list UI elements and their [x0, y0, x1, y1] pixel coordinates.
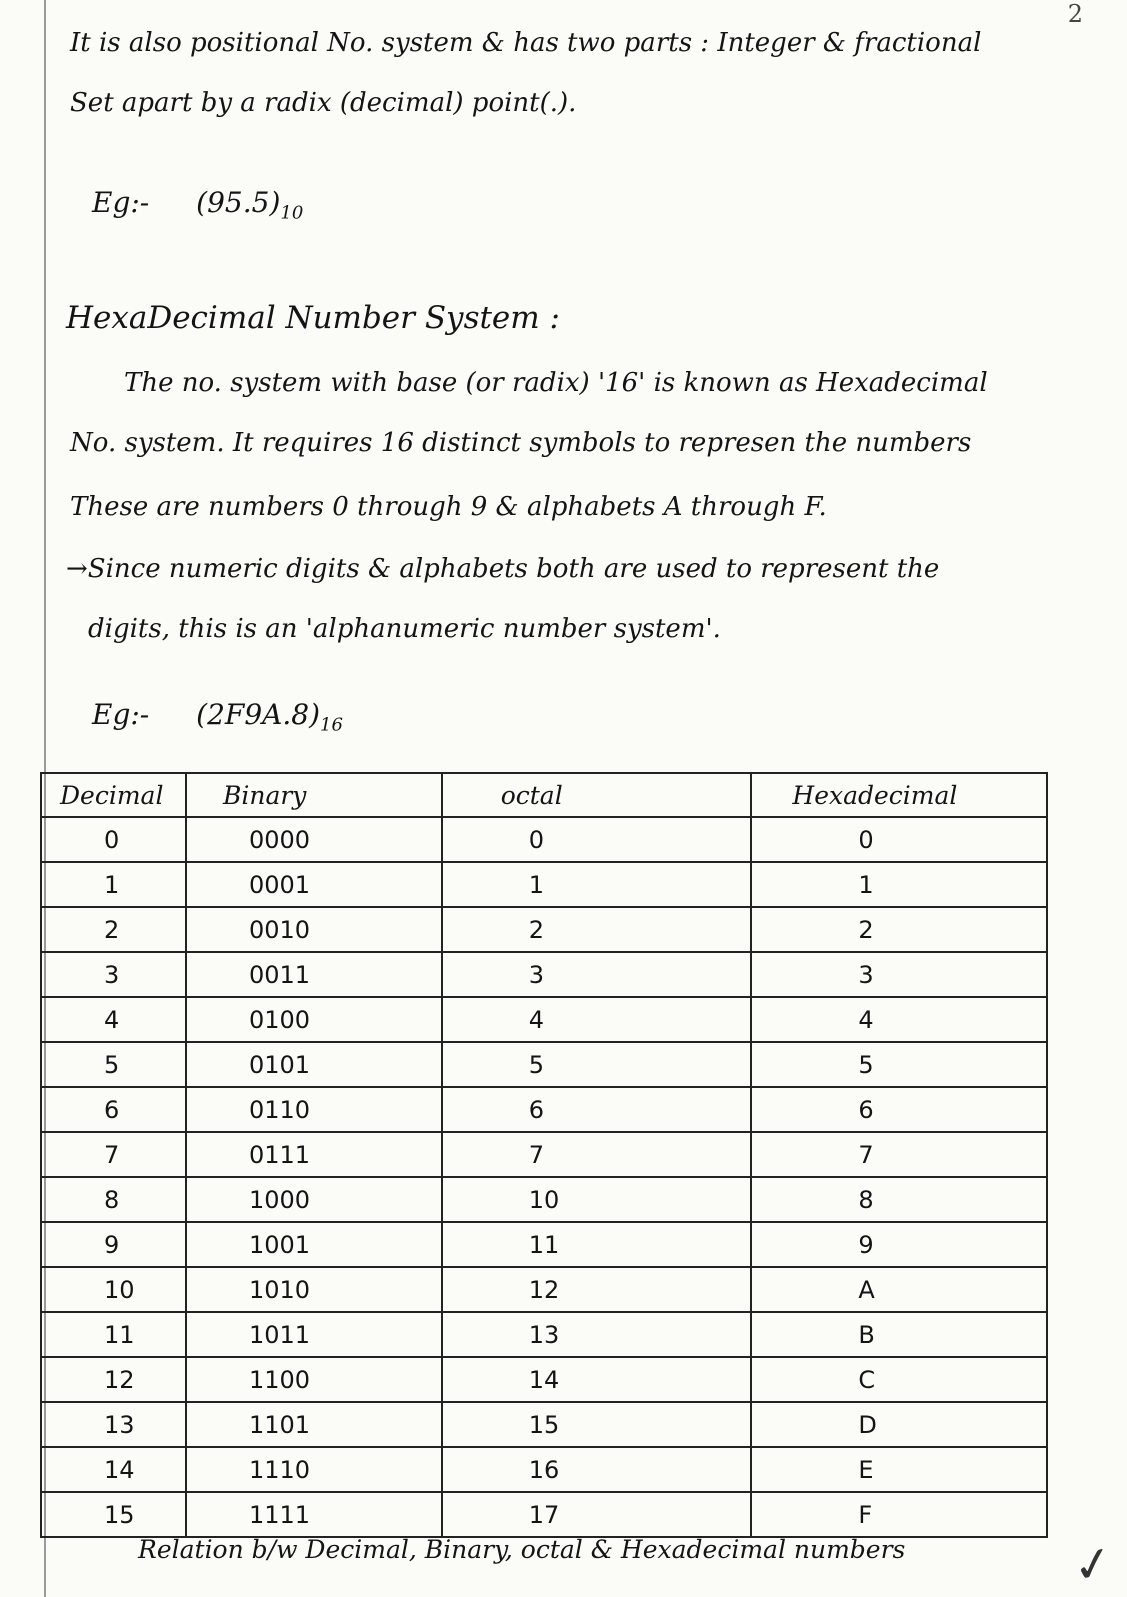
decimal-cell: 2	[41, 907, 186, 952]
table-row	[41, 1492, 1047, 1537]
table-header-row	[41, 773, 1047, 817]
hex-cell: 1	[751, 862, 1047, 907]
example-1-label: Eg:-	[92, 186, 150, 219]
decimal-cell: 6	[41, 1087, 186, 1132]
binary-cell: 0011	[186, 952, 442, 997]
binary-cell: 0110	[186, 1087, 442, 1132]
binary-cell: 1010	[186, 1267, 442, 1312]
binary-cell: 1111	[186, 1492, 442, 1537]
example-1-base: 10	[280, 202, 304, 224]
hex-cell: C	[751, 1357, 1047, 1402]
hex-para-line-2: No. system. It requires 16 distinct symbols to represen the numbers	[70, 428, 972, 458]
octal-cell: 14	[442, 1357, 752, 1402]
octal-cell: 7	[442, 1132, 752, 1177]
octal-cell: 6	[442, 1087, 752, 1132]
decimal-cell: 10	[41, 1267, 186, 1312]
decimal-cell: 12	[41, 1357, 186, 1402]
decimal-cell: 9	[41, 1222, 186, 1267]
decimal-cell: 3	[41, 952, 186, 997]
decimal-cell: 15	[41, 1492, 186, 1537]
hex-cell: 4	[751, 997, 1047, 1042]
table-row	[41, 952, 1047, 997]
table-row	[41, 1312, 1047, 1357]
decimal-cell: 5	[41, 1042, 186, 1087]
example-1	[92, 186, 303, 224]
hex-cell: A	[751, 1267, 1047, 1312]
decimal-cell: 11	[41, 1312, 186, 1357]
table-body	[41, 817, 1047, 1537]
octal-cell: 16	[442, 1447, 752, 1492]
intro-line-2: Set apart by a radix (decimal) point(.).	[70, 88, 577, 118]
example-2-label: Eg:-	[92, 698, 150, 731]
binary-cell: 1000	[186, 1177, 442, 1222]
octal-cell: 1	[442, 862, 752, 907]
decimal-cell: 8	[41, 1177, 186, 1222]
octal-cell: 4	[442, 997, 752, 1042]
binary-cell: 0111	[186, 1132, 442, 1177]
binary-cell: 1110	[186, 1447, 442, 1492]
hex-cell: 3	[751, 952, 1047, 997]
table-row	[41, 1132, 1047, 1177]
example-2-value: (2F9A.8)	[196, 698, 321, 731]
hex-cell: 2	[751, 907, 1047, 952]
page-number: 2	[1067, 0, 1083, 28]
hex-cell: 8	[751, 1177, 1047, 1222]
example-2-base: 16	[320, 714, 343, 736]
binary-cell: 0010	[186, 907, 442, 952]
binary-cell: 1001	[186, 1222, 442, 1267]
example-2	[92, 698, 343, 736]
header-octal: octal	[442, 773, 752, 817]
table-row	[41, 1267, 1047, 1312]
decimal-cell: 13	[41, 1402, 186, 1447]
binary-cell: 0100	[186, 997, 442, 1042]
hex-cell: 0	[751, 817, 1047, 862]
table-row	[41, 1177, 1047, 1222]
header-binary: Binary	[186, 773, 442, 817]
hex-cell: 7	[751, 1132, 1047, 1177]
hex-cell: 6	[751, 1087, 1047, 1132]
hex-cell: F	[751, 1492, 1047, 1537]
decimal-cell: 14	[41, 1447, 186, 1492]
table-row	[41, 1087, 1047, 1132]
hex-para-line-3: These are numbers 0 through 9 & alphabets A through F.	[70, 492, 827, 522]
binary-cell: 1101	[186, 1402, 442, 1447]
binary-cell: 1011	[186, 1312, 442, 1357]
decimal-cell: 7	[41, 1132, 186, 1177]
octal-cell: 2	[442, 907, 752, 952]
table-row	[41, 907, 1047, 952]
example-1-value: (95.5)	[196, 186, 281, 219]
hex-para-line-5: digits, this is an 'alphanumeric number system'.	[88, 614, 721, 644]
table-row	[41, 1447, 1047, 1492]
binary-cell: 0000	[186, 817, 442, 862]
intro-line-1: It is also positional No. system & has two parts : Integer & fractional	[70, 28, 982, 58]
binary-cell: 1100	[186, 1357, 442, 1402]
decimal-cell: 1	[41, 862, 186, 907]
octal-cell: 10	[442, 1177, 752, 1222]
check-mark-icon: ✓	[1068, 1533, 1118, 1597]
octal-cell: 13	[442, 1312, 752, 1357]
hex-cell: D	[751, 1402, 1047, 1447]
decimal-cell: 4	[41, 997, 186, 1042]
octal-cell: 3	[442, 952, 752, 997]
hex-cell: 5	[751, 1042, 1047, 1087]
octal-cell: 11	[442, 1222, 752, 1267]
octal-cell: 17	[442, 1492, 752, 1537]
octal-cell: 12	[442, 1267, 752, 1312]
table-row	[41, 1357, 1047, 1402]
table-row	[41, 997, 1047, 1042]
table-row	[41, 1222, 1047, 1267]
table-row	[41, 1042, 1047, 1087]
octal-cell: 15	[442, 1402, 752, 1447]
number-system-table	[40, 772, 1048, 1538]
binary-cell: 0001	[186, 862, 442, 907]
hex-para-line-1: The no. system with base (or radix) '16' is known as Hexadecimal	[124, 368, 988, 398]
hex-cell: E	[751, 1447, 1047, 1492]
table-caption: Relation b/w Decimal, Binary, octal & Hexadecimal numbers	[138, 1535, 906, 1564]
binary-cell: 0101	[186, 1042, 442, 1087]
table-row	[41, 817, 1047, 862]
hex-cell: 9	[751, 1222, 1047, 1267]
header-hexadecimal: Hexadecimal	[751, 773, 1047, 817]
decimal-cell: 0	[41, 817, 186, 862]
octal-cell: 0	[442, 817, 752, 862]
section-heading: HexaDecimal Number System :	[66, 300, 560, 336]
header-decimal: Decimal	[41, 773, 186, 817]
hex-cell: B	[751, 1312, 1047, 1357]
octal-cell: 5	[442, 1042, 752, 1087]
table-row	[41, 1402, 1047, 1447]
hex-para-line-4: →Since numeric digits & alphabets both are used to represent the	[66, 554, 940, 584]
table-row	[41, 862, 1047, 907]
